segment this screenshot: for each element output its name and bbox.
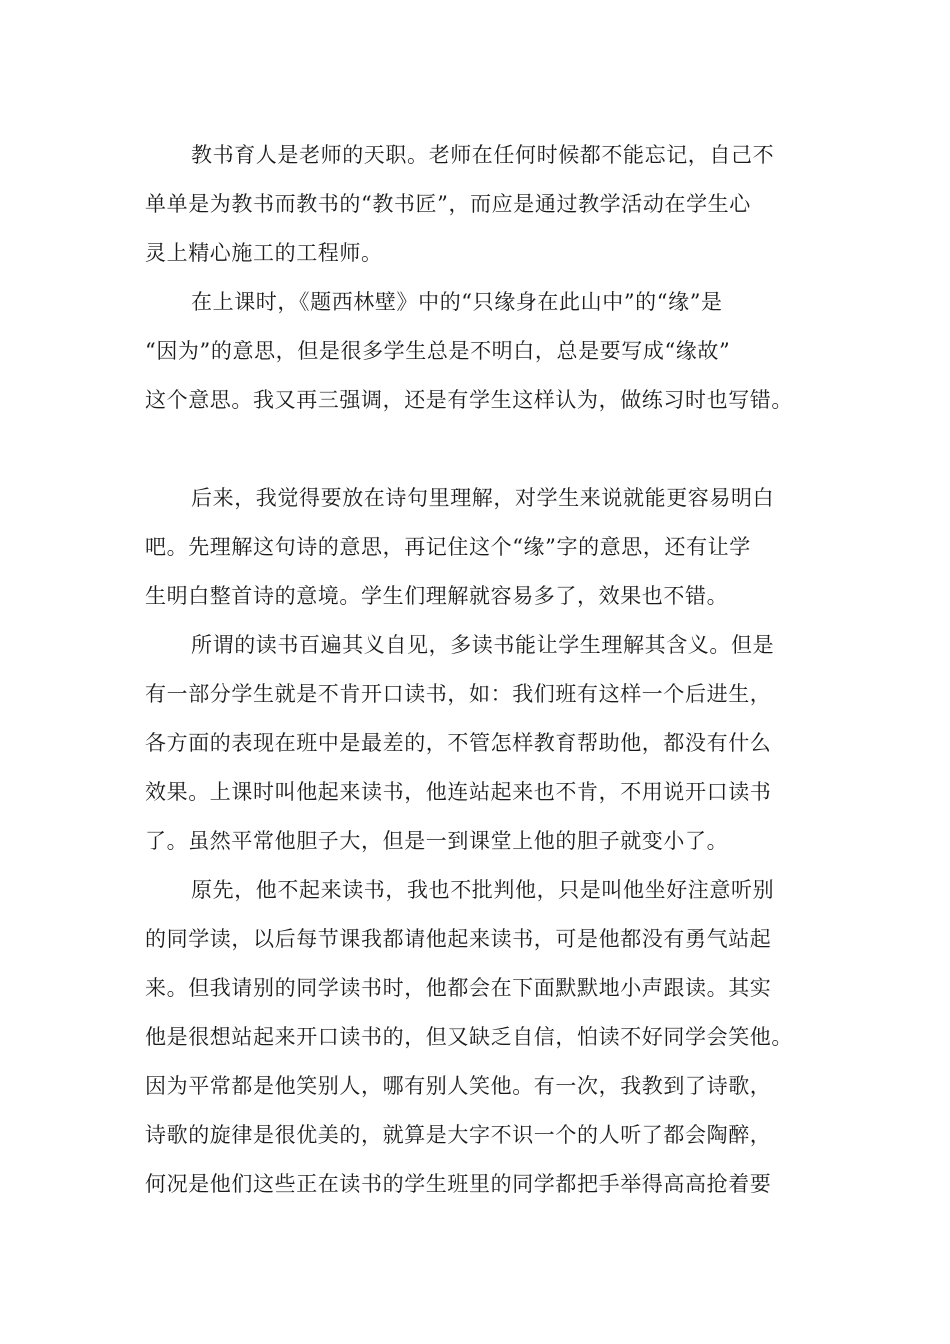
paragraph-line: 了。虽然平常他胆子大，但是一到课堂上他的胆子就变小了。 [145, 829, 729, 853]
paragraph-line: 吧。先理解这句诗的意思，再记住这个“缘”字的意思，还有让学 [145, 535, 751, 559]
paragraph-line: 因为平常都是他笑别人，哪有别人笑他。有一次，我教到了诗歌， [145, 1074, 772, 1098]
paragraph-line: 后来，我觉得要放在诗句里理解，对学生来说就能更容易明白 [191, 486, 775, 510]
paragraph-line: 各方面的表现在班中是最差的，不管怎样教育帮助他，都没有什么 [145, 731, 772, 755]
paragraph-line: 效果。上课时叫他起来读书，他连站起来也不肯，不用说开口读书 [145, 780, 772, 804]
paragraph-line: 生明白整首诗的意境。学生们理解就容易多了，效果也不错。 [145, 584, 729, 608]
paragraph-spacer [145, 425, 815, 474]
paragraph-line: 有一部分学生就是不肯开口读书，如：我们班有这样一个后进生， [145, 682, 772, 706]
paragraph-2 [145, 278, 815, 425]
document-body [145, 131, 815, 1209]
paragraph-line: 的同学读，以后每节课我都请他起来读书，可是他都没有勇气站起 [145, 927, 772, 951]
paragraph-line: 他是很想站起来开口读书的，但又缺乏自信，怕读不好同学会笑他。 [145, 1025, 793, 1049]
paragraph-line: 教书育人是老师的天职。老师在任何时候都不能忘记，自己不 [191, 143, 775, 167]
paragraph-line: 何况是他们这些正在读书的学生班里的同学都把手举得高高抢着要 [145, 1172, 772, 1196]
paragraph-line: 所谓的读书百遍其义自见，多读书能让学生理解其含义。但是 [191, 633, 775, 657]
paragraph-4 [145, 621, 815, 866]
paragraph-line: 灵上精心施工的工程师。 [145, 241, 383, 265]
paragraph-line: 在上课时，《题西林壁》中的“只缘身在此山中”的“缘”是 [191, 290, 723, 314]
paragraph-1 [145, 131, 815, 278]
paragraph-line: 诗歌的旋律是很优美的，就算是大字不识一个的人听了都会陶醉， [145, 1123, 772, 1147]
paragraph-line: 来。但我请别的同学读书时，他都会在下面默默地小声跟读。其实 [145, 976, 772, 1000]
paragraph-line: 单单是为教书而教书的“教书匠”，而应是通过教学活动在学生心 [145, 192, 751, 216]
paragraph-line: 原先，他不起来读书，我也不批判他，只是叫他坐好注意听别 [191, 878, 775, 902]
paragraph-5 [145, 866, 815, 1209]
paragraph-line: 这个意思。我又再三强调，还是有学生这样认为，做练习时也写错。 [145, 388, 793, 412]
paragraph-line: “因为”的意思，但是很多学生总是不明白，总是要写成“缘故” [145, 339, 731, 363]
paragraph-3 [145, 474, 815, 621]
